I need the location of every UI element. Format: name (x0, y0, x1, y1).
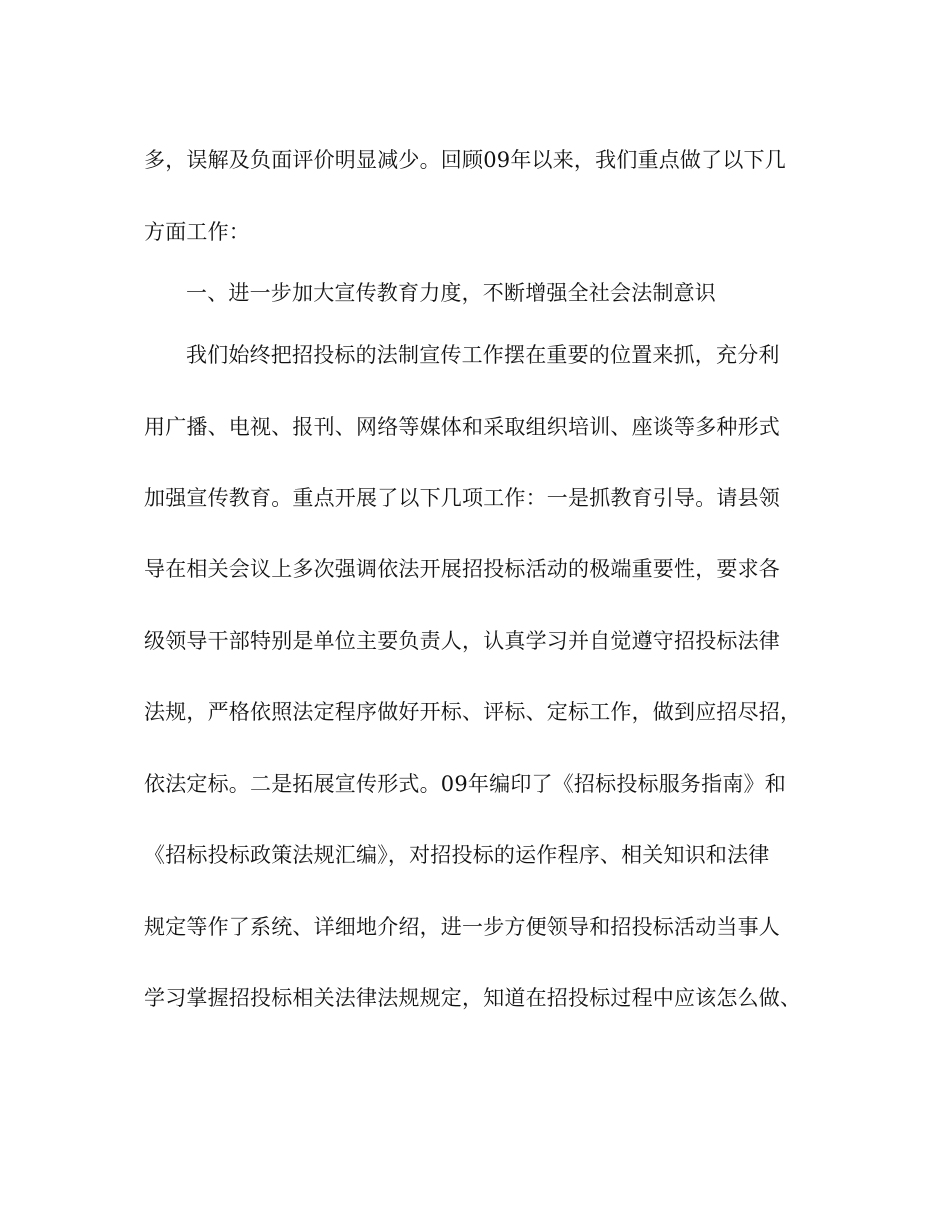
text-line: 级领导干部特别是单位主要负责人，认真学习并自觉遵守招投标法律 (144, 629, 780, 653)
text-line: 依法定标。二是拓展宣传形式。09年编印了《招标投标服务指南》和 (144, 772, 786, 796)
text-line: 《招标投标政策法规汇编》，对招投标的运作程序、相关知识和法律 (144, 843, 770, 867)
text-line: 多，误解及负面评价明显减少。回顾09年以来，我们重点做了以下几 (144, 148, 786, 172)
text-line: 规定等作了系统、详细地介绍，进一步方便领导和招投标活动当事人 (144, 915, 780, 939)
text-line: 导在相关会议上多次强调依法开展招投标活动的极端重要性，要求各 (144, 557, 780, 581)
text-line: 法规，严格依照法定程序做好开标、评标、定标工作，做到应招尽招， (144, 700, 802, 724)
text-line: 我们始终把招投标的法制宣传工作摆在重要的位置来抓，充分利 (186, 343, 780, 367)
text-line: 用广播、电视、报刊、网络等媒体和采取组织培训、座谈等多种形式 (144, 415, 780, 439)
text-line: 方面工作： (144, 220, 250, 244)
section-heading: 一、进一步加大宣传教育力度，不断增强全社会法制意识 (186, 281, 716, 305)
text-line: 加强宣传教育。重点开展了以下几项工作：一是抓教育引导。请县领 (144, 486, 780, 510)
text-line: 学习掌握招投标相关法律法规规定，知道在招投标过程中应该怎么做、 (144, 986, 802, 1010)
